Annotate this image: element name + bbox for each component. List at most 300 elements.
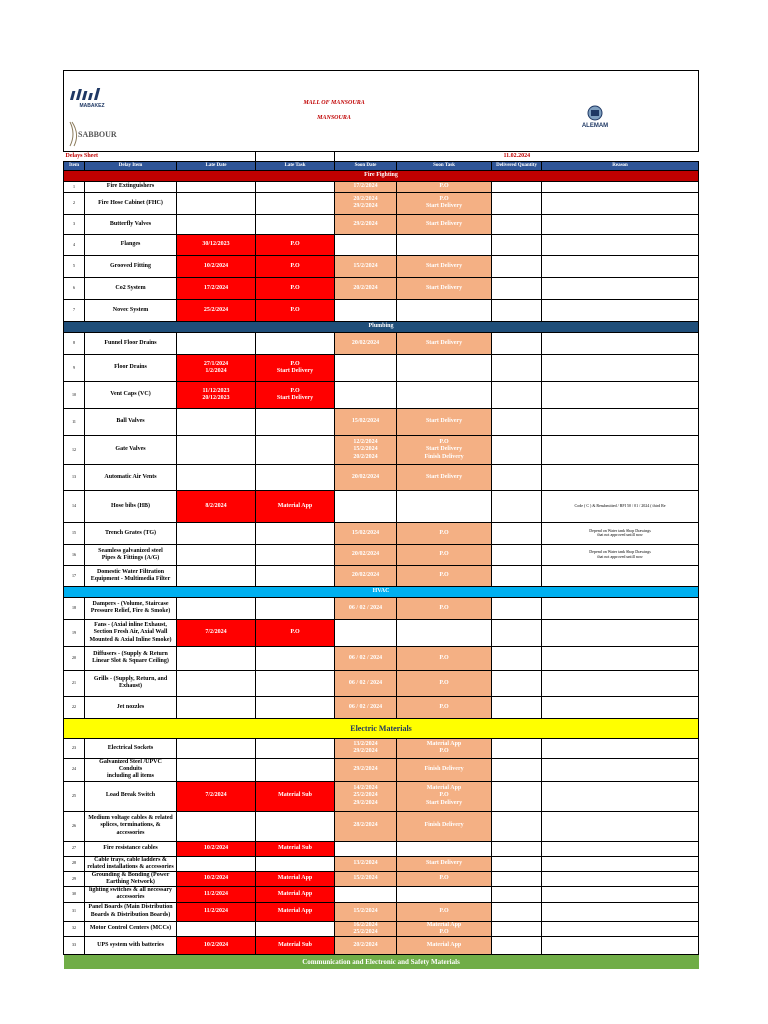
late-task: P.O	[256, 277, 335, 299]
column-header-row	[64, 161, 699, 170]
item-number: 5	[64, 255, 85, 277]
late-task	[256, 464, 335, 490]
delivered-quantity	[492, 811, 542, 841]
reason	[542, 921, 699, 936]
delay-item: Butterfly Valves	[85, 214, 177, 234]
table-row	[64, 192, 699, 214]
late-task	[256, 192, 335, 214]
soon-date	[335, 887, 397, 902]
delivered-quantity	[492, 181, 542, 192]
soon-date: 14/2/2024 25/2/2024 29/2/2024	[335, 781, 397, 811]
reason	[542, 887, 699, 902]
soon-task	[397, 490, 492, 522]
svg-text:MABAKEZ: MABAKEZ	[79, 103, 105, 110]
table-row	[64, 902, 699, 921]
reason	[542, 277, 699, 299]
reason	[542, 408, 699, 435]
delivered-quantity	[492, 738, 542, 758]
delivered-quantity	[492, 408, 542, 435]
table-row	[64, 781, 699, 811]
delivered-quantity	[492, 921, 542, 936]
delay-item: Jet nozzles	[85, 696, 177, 718]
late-date	[177, 332, 256, 354]
reason	[542, 565, 699, 586]
table-row	[64, 696, 699, 718]
reason	[542, 214, 699, 234]
soon-date: 06 / 02 / 2024	[335, 597, 397, 619]
late-task: Material App	[256, 887, 335, 902]
table-row	[64, 354, 699, 381]
item-number: 29	[64, 871, 85, 886]
delivered-quantity	[492, 670, 542, 696]
item-number: 17	[64, 565, 85, 586]
delay-item: Motor Control Centers (MCCs)	[85, 921, 177, 936]
column-header: Reason	[542, 161, 699, 170]
item-number: 9	[64, 354, 85, 381]
table-row	[64, 544, 699, 565]
table-row	[64, 277, 699, 299]
late-date	[177, 544, 256, 565]
section-title: HVAC	[64, 586, 699, 597]
table-row	[64, 856, 699, 871]
soon-task: Material App P.O	[397, 921, 492, 936]
soon-task: Start Delivery	[397, 464, 492, 490]
item-number: 6	[64, 277, 85, 299]
delay-item: Galvanized Steel /UPVC Conduits including all items	[85, 758, 177, 781]
reason	[542, 871, 699, 886]
item-number: 32	[64, 921, 85, 936]
section-title: Communication and Electronic and Safety Materials	[64, 955, 699, 969]
reason	[542, 299, 699, 321]
item-number: 24	[64, 758, 85, 781]
delivered-quantity	[492, 841, 542, 856]
late-date: 10/2/2024	[177, 841, 256, 856]
late-task	[256, 332, 335, 354]
late-task	[256, 522, 335, 544]
late-task	[256, 758, 335, 781]
delay-item: Floor Drains	[85, 354, 177, 381]
late-date	[177, 696, 256, 718]
delivered-quantity	[492, 332, 542, 354]
late-date: 8/2/2024	[177, 490, 256, 522]
soon-date: 28/2/2024	[335, 811, 397, 841]
item-number: 19	[64, 619, 85, 646]
section-header	[64, 718, 699, 738]
reason	[542, 597, 699, 619]
late-date: 27/1/2024 1/2/2024	[177, 354, 256, 381]
section-title: Fire Fighting	[64, 170, 699, 181]
delivered-quantity	[492, 565, 542, 586]
soon-task: P.O	[397, 522, 492, 544]
late-task	[256, 544, 335, 565]
reason	[542, 738, 699, 758]
soon-date: 13/2/2024	[335, 856, 397, 871]
soon-date: 20/2/2024 29/2/2024	[335, 192, 397, 214]
late-task	[256, 214, 335, 234]
item-number: 13	[64, 464, 85, 490]
late-task: P.O Start Delivery	[256, 354, 335, 381]
table-row	[64, 181, 699, 192]
item-number: 7	[64, 299, 85, 321]
delay-item: Fire Extinguishers	[85, 181, 177, 192]
late-task: P.O	[256, 619, 335, 646]
delivered-quantity	[492, 435, 542, 464]
soon-date: 13/2/2024 29/2/2024	[335, 738, 397, 758]
svg-text:ALEMAM: ALEMAM	[581, 122, 608, 129]
sheet-date: 11.02.2024	[503, 152, 531, 159]
reason	[542, 354, 699, 381]
item-number: 18	[64, 597, 85, 619]
late-task: Material App	[256, 490, 335, 522]
table-row	[64, 214, 699, 234]
reason	[542, 856, 699, 871]
delay-item: UPS system with batteries	[85, 937, 177, 955]
late-date	[177, 921, 256, 936]
section-header	[64, 170, 699, 181]
delivered-quantity	[492, 856, 542, 871]
late-date: 10/2/2024	[177, 871, 256, 886]
late-date: 11/12/2023 20/12/2023	[177, 381, 256, 408]
item-number: 10	[64, 381, 85, 408]
delay-item: Panel Boards (Main Distribution Boards & Distribution Boards)	[85, 902, 177, 921]
late-date	[177, 856, 256, 871]
soon-date: 16/2/2024 25/2/2024	[335, 921, 397, 936]
table-row	[64, 670, 699, 696]
late-date	[177, 192, 256, 214]
table-row	[64, 597, 699, 619]
item-number: 2	[64, 192, 85, 214]
reason	[542, 781, 699, 811]
item-number: 3	[64, 214, 85, 234]
delay-item: Ball Valves	[85, 408, 177, 435]
table-row	[64, 841, 699, 856]
delay-item: Gate Valves	[85, 435, 177, 464]
delay-item: Grills - (Supply, Return, and Exhaust)	[85, 670, 177, 696]
soon-date: 20/02/2024	[335, 565, 397, 586]
late-task: Material App	[256, 902, 335, 921]
delivered-quantity	[492, 937, 542, 955]
late-date: 10/2/2024	[177, 255, 256, 277]
delay-item: Domestic Water Filtration Equipment - Multimedia Filter	[85, 565, 177, 586]
section-header	[64, 321, 699, 332]
late-task	[256, 921, 335, 936]
item-number: 4	[64, 234, 85, 255]
late-date: 7/2/2024	[177, 619, 256, 646]
reason	[542, 619, 699, 646]
soon-task: Finish Delivery	[397, 811, 492, 841]
alemam-logo	[570, 95, 620, 133]
soon-task: P.O	[397, 565, 492, 586]
reason	[542, 646, 699, 670]
soon-date: 12/2/2024 15/2/2024 20/2/2024	[335, 435, 397, 464]
soon-task: P.O Start Delivery Finish Delivery	[397, 435, 492, 464]
soon-date	[335, 619, 397, 646]
reason	[542, 937, 699, 955]
soon-date: 20/02/2024	[335, 544, 397, 565]
project-title: MALL OF MANSOURA	[303, 100, 365, 107]
delivered-quantity	[492, 214, 542, 234]
item-number: 1	[64, 181, 85, 192]
late-date	[177, 214, 256, 234]
delay-item: Diffusers - (Supply & Return Linear Slot & Square Ceiling)	[85, 646, 177, 670]
delivered-quantity	[492, 299, 542, 321]
table-row	[64, 234, 699, 255]
soon-task	[397, 234, 492, 255]
delivered-quantity	[492, 464, 542, 490]
delay-item: Vent Caps (VC)	[85, 381, 177, 408]
soon-date	[335, 354, 397, 381]
delay-item: Load Break Switch	[85, 781, 177, 811]
reason: Depend on Water tank Shop Drawings that not approved untill now	[542, 522, 699, 544]
late-task	[256, 696, 335, 718]
item-number: 25	[64, 781, 85, 811]
table-row	[64, 522, 699, 544]
delivered-quantity	[492, 781, 542, 811]
delivered-quantity	[492, 871, 542, 886]
late-date	[177, 181, 256, 192]
table-row	[64, 887, 699, 902]
delivered-quantity	[492, 544, 542, 565]
soon-task: Material App P.O	[397, 738, 492, 758]
soon-task	[397, 619, 492, 646]
delivered-quantity	[492, 490, 542, 522]
item-number: 16	[64, 544, 85, 565]
soon-task: P.O	[397, 597, 492, 619]
soon-task	[397, 887, 492, 902]
late-date	[177, 811, 256, 841]
table-row	[64, 464, 699, 490]
item-number: 26	[64, 811, 85, 841]
late-task: Material Sub	[256, 937, 335, 955]
delay-item: Hose bibs (HB)	[85, 490, 177, 522]
soon-task: Material App	[397, 937, 492, 955]
late-date: 30/12/2023	[177, 234, 256, 255]
delay-item: Fire resistance cables	[85, 841, 177, 856]
soon-date: 15/2/2024	[335, 902, 397, 921]
delay-item: Electrical Sockets	[85, 738, 177, 758]
delivered-quantity	[492, 192, 542, 214]
table-row	[64, 921, 699, 936]
soon-task: P.O	[397, 902, 492, 921]
late-date: 10/2/2024	[177, 937, 256, 955]
delivered-quantity	[492, 758, 542, 781]
delay-item: Seamless galvanized steel Pipes & Fittings (A/G)	[85, 544, 177, 565]
item-number: 8	[64, 332, 85, 354]
item-number: 31	[64, 902, 85, 921]
delay-item: Medium voltage cables & related splices, terminations, & accessories	[85, 811, 177, 841]
late-task	[256, 738, 335, 758]
table-row	[64, 565, 699, 586]
soon-date: 29/2/2024	[335, 214, 397, 234]
table-row	[64, 811, 699, 841]
reason: Depend on Water tank Shop Drawings that not approved untill now	[542, 544, 699, 565]
column-header: Soon Task	[397, 161, 492, 170]
reason	[542, 332, 699, 354]
late-task: P.O	[256, 299, 335, 321]
soon-date: 20/02/2024	[335, 464, 397, 490]
soon-task: Material App P.O Start Delivery	[397, 781, 492, 811]
item-number: 11	[64, 408, 85, 435]
soon-task: P.O	[397, 670, 492, 696]
table-row	[64, 738, 699, 758]
reason	[542, 464, 699, 490]
logo-row	[64, 71, 699, 152]
late-date	[177, 522, 256, 544]
soon-task: P.O	[397, 181, 492, 192]
soon-task: Start Delivery	[397, 856, 492, 871]
table-row	[64, 937, 699, 955]
late-task: P.O Start Delivery	[256, 381, 335, 408]
delay-item: Grooved Fitting	[85, 255, 177, 277]
item-number: 30	[64, 887, 85, 902]
column-header: Delay Item	[85, 161, 177, 170]
delay-item: Fire Hose Cabinet (FHC)	[85, 192, 177, 214]
table-row	[64, 255, 699, 277]
late-task	[256, 811, 335, 841]
reason	[542, 696, 699, 718]
item-number: 22	[64, 696, 85, 718]
delay-item: Trench Grates (TG)	[85, 522, 177, 544]
column-header: Soon Date	[335, 161, 397, 170]
reason	[542, 902, 699, 921]
soon-date: 20/02/2024	[335, 332, 397, 354]
soon-task: P.O	[397, 696, 492, 718]
soon-date: 20/2/2024	[335, 937, 397, 955]
late-date	[177, 464, 256, 490]
table-row	[64, 435, 699, 464]
delivered-quantity	[492, 646, 542, 670]
late-task	[256, 670, 335, 696]
item-number: 27	[64, 841, 85, 856]
delivered-quantity	[492, 354, 542, 381]
table-row	[64, 871, 699, 886]
project-location: MANSOURA	[317, 114, 351, 121]
reason	[542, 811, 699, 841]
item-number: 33	[64, 937, 85, 955]
table-row	[64, 332, 699, 354]
column-header: Late Task	[256, 161, 335, 170]
delay-item: Flanges	[85, 234, 177, 255]
table-row	[64, 408, 699, 435]
delay-item: Co2 System	[85, 277, 177, 299]
item-number: 23	[64, 738, 85, 758]
soon-date	[335, 381, 397, 408]
reason	[542, 181, 699, 192]
soon-date: 06 / 02 / 2024	[335, 696, 397, 718]
soon-task	[397, 381, 492, 408]
table-row	[64, 299, 699, 321]
delay-item: Cable trays, cable ladders & related installations & accessories	[85, 856, 177, 871]
item-number: 12	[64, 435, 85, 464]
late-date	[177, 738, 256, 758]
soon-date: 17/2/2024	[335, 181, 397, 192]
soon-date	[335, 234, 397, 255]
late-date: 11/2/2024	[177, 902, 256, 921]
delay-item: Novec System	[85, 299, 177, 321]
section-title: Plumbing	[64, 321, 699, 332]
reason	[542, 435, 699, 464]
delay-item: Dampers - (Volume, Staircase Pressure Relief, Fire & Smoke)	[85, 597, 177, 619]
soon-date: 15/02/2024	[335, 408, 397, 435]
soon-date: 06 / 02 / 2024	[335, 670, 397, 696]
soon-date: 20/2/2024	[335, 277, 397, 299]
late-task	[256, 435, 335, 464]
reason: Code ( C ) & Resubmitted / RFI 50 / 01 / 2024 ( third Re	[542, 490, 699, 522]
column-header: Item	[64, 161, 85, 170]
column-header: Delivered Quantity	[492, 161, 542, 170]
delays-sheet	[63, 70, 698, 969]
soon-task: Start Delivery	[397, 408, 492, 435]
late-date: 11/2/2024	[177, 887, 256, 902]
late-task	[256, 181, 335, 192]
section-title: Electric Materials	[64, 718, 699, 738]
reason	[542, 670, 699, 696]
svg-text:SABBOUR: SABBOUR	[78, 129, 117, 139]
column-header: Late Date	[177, 161, 256, 170]
soon-task: Finish Delivery	[397, 758, 492, 781]
soon-task: Start Delivery	[397, 277, 492, 299]
delay-item: Fans - (Axial inline Exhaust, Section Fresh Air, Axial Wall Mounted & Axial Inline Smoke)	[85, 619, 177, 646]
soon-task: Start Delivery	[397, 332, 492, 354]
late-date	[177, 435, 256, 464]
table-row	[64, 619, 699, 646]
reason	[542, 234, 699, 255]
section-header	[64, 955, 699, 969]
reason	[542, 758, 699, 781]
late-task: Material Sub	[256, 841, 335, 856]
reason	[542, 841, 699, 856]
late-date	[177, 758, 256, 781]
late-date	[177, 565, 256, 586]
soon-date: 15/02/2024	[335, 522, 397, 544]
delivered-quantity	[492, 597, 542, 619]
soon-date	[335, 299, 397, 321]
late-task: P.O	[256, 234, 335, 255]
late-date	[177, 408, 256, 435]
soon-date	[335, 841, 397, 856]
table-row	[64, 646, 699, 670]
soon-task: Start Delivery	[397, 214, 492, 234]
late-date	[177, 670, 256, 696]
item-number: 21	[64, 670, 85, 696]
soon-date: 06 / 02 / 2024	[335, 646, 397, 670]
delivered-quantity	[492, 619, 542, 646]
soon-date: 29/2/2024	[335, 758, 397, 781]
delay-item: Grounding & Bonding (Power Earthing Network)	[85, 871, 177, 886]
late-task	[256, 565, 335, 586]
delay-item: lighting switches & all necessary accessories	[85, 887, 177, 902]
reason	[542, 255, 699, 277]
reason	[542, 381, 699, 408]
late-task	[256, 408, 335, 435]
table-row	[64, 758, 699, 781]
late-task: Material Sub	[256, 781, 335, 811]
item-number: 20	[64, 646, 85, 670]
soon-task	[397, 299, 492, 321]
soon-date: 15/2/2024	[335, 255, 397, 277]
late-date: 17/2/2024	[177, 277, 256, 299]
delivered-quantity	[492, 255, 542, 277]
item-number: 28	[64, 856, 85, 871]
reason	[542, 192, 699, 214]
late-task	[256, 856, 335, 871]
soon-task	[397, 841, 492, 856]
late-task	[256, 597, 335, 619]
soon-task: P.O	[397, 871, 492, 886]
delivered-quantity	[492, 381, 542, 408]
soon-task: Start Delivery	[397, 255, 492, 277]
item-number: 15	[64, 522, 85, 544]
